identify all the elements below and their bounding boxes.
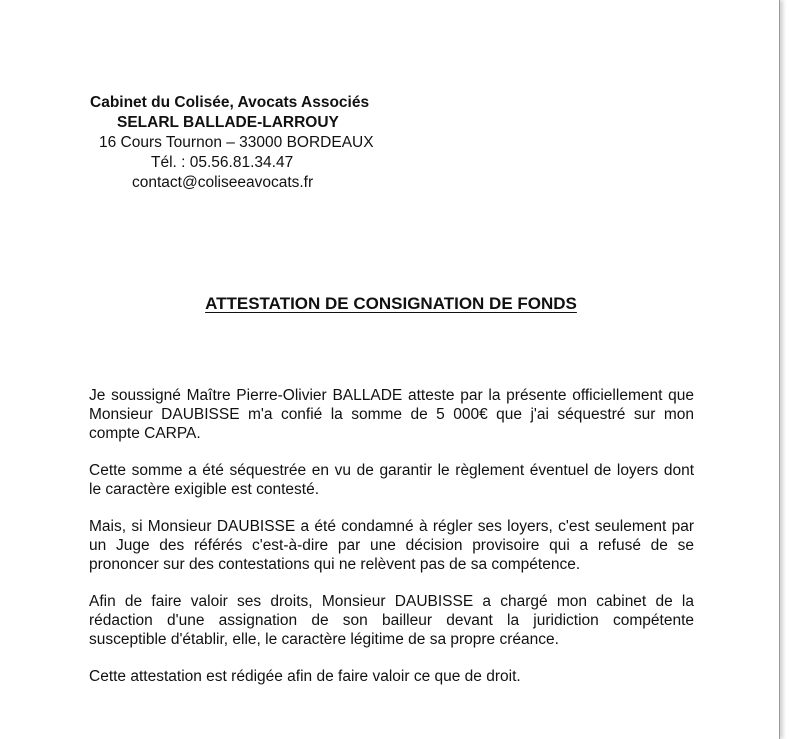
firm-email: contact@coliseeavocats.fr <box>132 174 314 191</box>
paragraph-line: un Juge des référés c'est-à-dire par une décision provisoire qui a refusé de se <box>89 537 694 554</box>
paragraph-line: Je soussigné Maître Pierre-Olivier BALLADE atteste par la présente officiellement que <box>89 387 694 404</box>
selarl-name: SELARL BALLADE-LARROUY <box>117 114 339 131</box>
paragraph-line: le caractère exigible est contesté. <box>89 481 320 498</box>
paragraph-4 <box>89 592 694 649</box>
paragraph-5 <box>89 667 694 686</box>
paragraph-line: compte CARPA. <box>89 425 201 442</box>
paragraph-3 <box>89 517 694 574</box>
paragraph-1 <box>89 386 694 443</box>
paragraph-line: Monsieur DAUBISSE m'a confié la somme de 5 000€ que j'ai séquestré sur mon <box>89 406 694 423</box>
paragraph-line: Afin de faire valoir ses droits, Monsieur DAUBISSE a chargé mon cabinet de la <box>89 593 694 610</box>
letterhead <box>88 93 408 193</box>
paragraph-line: susceptible d'établir, elle, le caractère légitime de sa propre créance. <box>89 631 559 648</box>
firm-phone: Tél. : 05.56.81.34.47 <box>151 154 294 171</box>
firm-address: 16 Cours Tournon – 33000 BORDEAUX <box>99 134 374 151</box>
document-title: ATTESTATION DE CONSIGNATION DE FONDS <box>205 294 577 313</box>
paragraph-2 <box>89 461 694 499</box>
paragraph-line: Mais, si Monsieur DAUBISSE a été condamné à régler ses loyers, c'est seulement par <box>89 518 694 535</box>
paragraph-line: prononcer sur des contestations qui ne relèvent pas de sa compétence. <box>89 556 581 573</box>
paragraph-line: Cette attestation est rédigée afin de faire valoir ce que de droit. <box>89 668 521 685</box>
firm-name: Cabinet du Colisée, Avocats Associés <box>90 94 370 111</box>
paragraph-line: Cette somme a été séquestrée en vu de garantir le règlement éventuel de loyers dont <box>89 462 694 479</box>
paragraph-line: rédaction d'une assignation de son bailleur devant la juridiction compétente <box>89 612 694 629</box>
document-title-wrapper <box>0 294 779 314</box>
document-body <box>89 386 694 704</box>
